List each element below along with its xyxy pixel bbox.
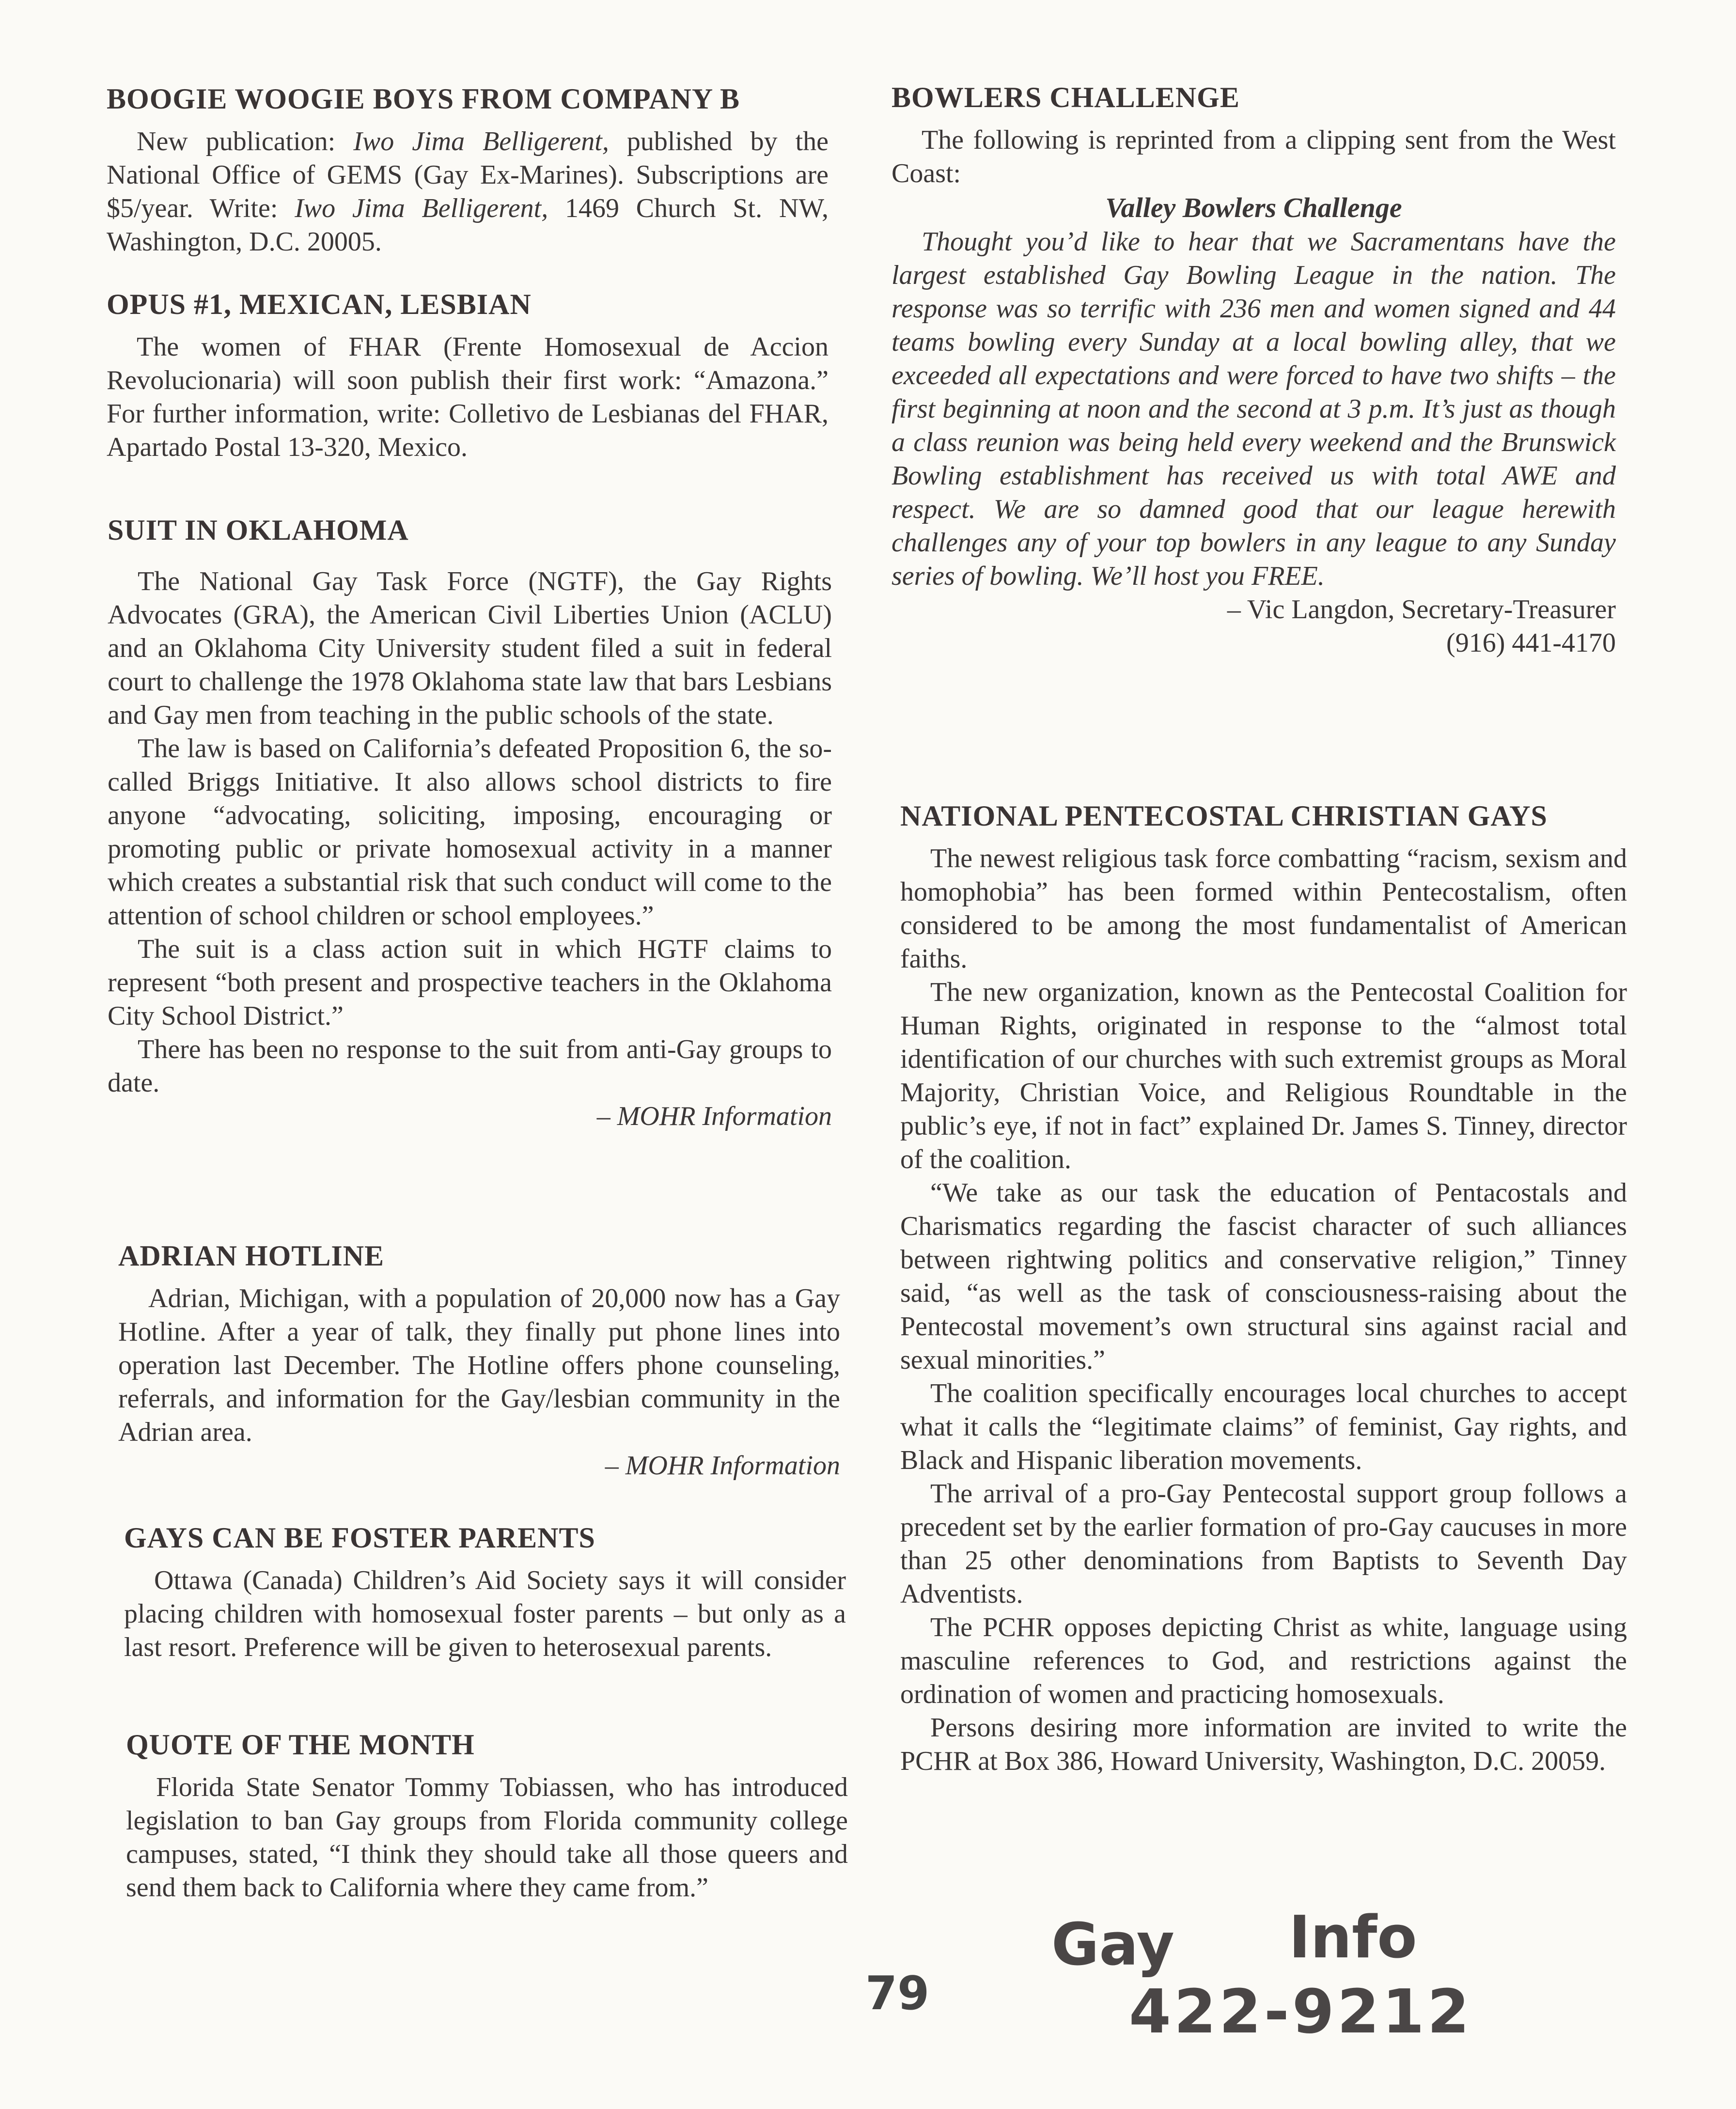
attribution: – MOHR Information — [596, 1101, 832, 1131]
text: published by the National Office of GEMS (Gay Ex-Marines). Subscriptions are $5/year. Write: — [107, 126, 829, 223]
article-paragraph: Adrian, Michigan, with a population of 20,000 now has a Gay Hotline. After a year of talk, they finally put phone lines into operation last December. The Hotline offers phone counseling, referrals, and information for the Gay/lesbian community in the Adrian area. — [118, 1283, 840, 1447]
article-paragraph: The new organization, known as the Pentecostal Coalition for Human Rights, originated in response to the “almost total identification of our churches with such extremist groups as Moral Majority, Christian Voice, and Religious Roundtable in the public’s eye, if not in fact” explained Dr. James S. Tinney, director of the coalition. — [900, 977, 1627, 1174]
article-adrian-hotline — [118, 1238, 840, 1483]
stamp-phone: 422-9212 — [1129, 1977, 1472, 2047]
article-paragraph: The law is based on California’s defeated Proposition 6, the so-called Briggs Initiative. It also allows school districts to fire anyone “advocating, soliciting, imposing, encouraging or promoting public or private homosexual activity in a manner which creates a substantial risk that such conduct will come to the attention of school children or school employees.” — [108, 734, 832, 931]
article-suit-oklahoma — [108, 513, 832, 1133]
article-heading: QUOTE OF THE MONTH — [126, 1729, 475, 1761]
article-heading: OPUS #1, MEXICAN, LESBIAN — [107, 288, 532, 320]
article-paragraph: The following is reprinted from a clipping sent from the West Coast: — [891, 125, 1616, 188]
article-pentecostal — [900, 798, 1627, 1778]
attribution: – MOHR Information — [605, 1451, 840, 1481]
article-paragraph: The arrival of a pro-Gay Pentecostal support group follows a precedent set by the earlier formation of pro-Gay caucuses in more than 25 other denominations from Baptists to Seventh Day Adventists. — [900, 1479, 1627, 1609]
article-heading: SUIT IN OKLAHOMA — [108, 514, 409, 546]
article-opus — [107, 287, 829, 464]
stamp-gay: Gay — [1051, 1911, 1175, 1979]
article-paragraph: Ottawa (Canada) Children’s Aid Society says it will consider placing children with homosexual foster parents – but only as a last resort. Preference will be given to heterosexual parents. — [124, 1565, 846, 1662]
article-heading: NATIONAL PENTECOSTAL CHRISTIAN GAYS — [900, 800, 1548, 832]
article-heading: GAYS CAN BE FOSTER PARENTS — [124, 1522, 595, 1554]
article-paragraph: The coalition specifically encourages local churches to accept what it calls the “legitimate claims” of feminist, Gay rights, and Black and Hispanic liberation movements. — [900, 1378, 1627, 1475]
article-heading: ADRIAN HOTLINE — [118, 1240, 385, 1272]
publication-title: Iwo Jima Belligerent, — [295, 193, 548, 223]
article-heading: BOOGIE WOOGIE BOYS FROM COMPANY B — [107, 83, 740, 115]
publication-title: Iwo Jima Belligerent, — [353, 126, 609, 156]
article-paragraph: The National Gay Task Force (NGTF), the Gay Rights Advocates (GRA), the American Civil Liberties Union (ACLU) and an Oklahoma City University student filed a suit in federal court to challenge the 1978 Oklahoma state law that bars Lesbians and Gay men from teaching in the public schools of the state. — [108, 566, 832, 730]
signature: – Vic Langdon, Secretary-Treasurer — [1227, 594, 1616, 625]
article-paragraph: The women of FHAR (Frente Homosexual de Accion Revolucionaria) will soon publish their first work: “Amazona.” For further information, write: Colletivo de Lesbianas del FHAR, Apartado Postal 13-320, Mexico. — [107, 332, 829, 462]
article-paragraph: The PCHR opposes depicting Christ as white, language using masculine references to God, and restrictions against the ordination of women and practicing homosexuals. — [900, 1612, 1627, 1709]
text: 1469 Church St. NW, Washington, D.C. 20005. — [107, 193, 829, 257]
article-paragraph: The suit is a class action suit in which HGTF claims to represent “both present and prospective teachers in the Oklahoma City School District.” — [108, 934, 832, 1031]
stamp-info: Info — [1289, 1904, 1417, 1971]
article-foster-parents — [124, 1520, 846, 1664]
article-bowlers-challenge — [891, 80, 1616, 660]
text: New publication: — [137, 126, 354, 156]
page-number: 79 — [865, 1967, 930, 2020]
article-paragraph: The newest religious task force combatting “racism, sexism and homophobia” has been formed within Pentecostalism, often considered to be among the most fundamentalist of American faiths. — [900, 844, 1627, 974]
article-paragraph — [107, 125, 829, 259]
reprint-title: Valley Bowlers Challenge — [1105, 192, 1402, 223]
reprinted-letter: Thought you’d like to hear that we Sacramentans have the largest established Gay Bowling League in the nation. The response was so terrific with 236 men and women signed and 44 teams bowling every Sunday at a local bowling alley, that we exceeded all expectations and were forced to have two shifts – the first beginning at noon and the second at 3 p.m. It’s just as though a class reunion was being held every weekend and the Brunswick Bowling establishment has received us with total AWE and respect. We are so damned good that our league herewith challenges any of your top bowlers in any league to any Sunday series of bowling. We’ll host you FREE. — [891, 227, 1616, 591]
article-heading: BOWLERS CHALLENGE — [891, 81, 1240, 113]
article-paragraph: Florida State Senator Tommy Tobiassen, who has introduced legislation to ban Gay groups from Florida community college campuses, stated, “I think they should take all those queers and send them back to California where they came from.” — [126, 1772, 848, 1903]
article-boogie-woogie — [107, 81, 829, 259]
article-paragraph: Persons desiring more information are invited to write the PCHR at Box 386, Howard University, Washington, D.C. 20059. — [900, 1713, 1627, 1776]
article-quote-of-month — [126, 1727, 848, 1905]
article-paragraph: There has been no response to the suit from anti-Gay groups to date. — [108, 1034, 832, 1098]
article-paragraph: “We take as our task the education of Pentacostals and Charismatics regarding the fascist character of such alliances between rightwing politics and conservative religion,” Tinney said, “as well as the task of consciousness-raising about the Pentecostal movement’s own structural sins against racial and sexual minorities.” — [900, 1178, 1627, 1375]
phone-number: (916) 441-4170 — [1446, 628, 1616, 658]
